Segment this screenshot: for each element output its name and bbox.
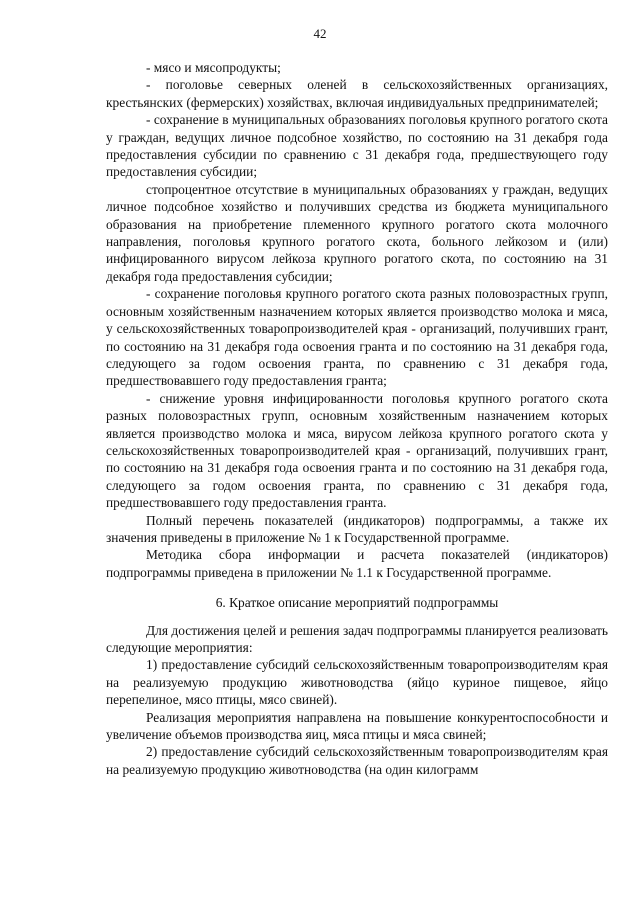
paragraph: 1) предоставление субсидий сельскохозяйственным товаропроизводителям края на реализуемую продукцию животноводства (яйцо куриное пищевое, яйцо перепелиное, мясо птицы, мясо свиней). [106,657,608,708]
paragraph: Для достижения целей и решения задач подпрограммы планируется реализовать следующие мероприятия: [106,622,608,655]
paragraph: - мясо и мясопродукты; [146,60,281,75]
document-body [106,59,608,778]
paragraph: Полный перечень показателей (индикаторов) подпрограммы, а также их значения приведены в приложение № 1 к Государственной программе. [106,512,608,545]
paragraph: Методика сбора информации и расчета показателей (индикаторов) подпрограммы приведена в приложении № 1.1 к Государственной программе. [106,547,608,580]
page-number: 42 [313,26,327,41]
paragraph: - сохранение поголовья крупного рогатого скота разных половозрастных групп, основным хозяйственным назначением которых является производство молока и мяса, у сельскохозяйственных товаропроизводителей края - организаций, получивших грант, по состоянию на 31 декабря года освоения гранта и по состоянию на 31 декабря года, следующего за годом освоения гранта, по сравнению с 31 декабря года, предшествовавшего году предоставления гранта; [106,286,608,389]
paragraph: стопроцентное отсутствие в муниципальных образованиях у граждан, ведущих личное подсобное хозяйство и получивших средства из бюджета муниципального образования на приобретение племенного крупного рогатого скота молочного направления, поголовья крупного рогатого скота, больного лейкозом и (или) инфицированного вирусом лейкоза крупного рогатого скота, по состоянию на 31 декабря года предоставления субсидии; [106,181,608,284]
paragraph: - сохранение в муниципальных образованиях поголовья крупного рогатого скота у граждан, ведущих личное подсобное хозяйство, по состоянию на 31 декабря года предоставления субсидии по сравнению с 31 декабря года, предшествующего году предоставления субсидии; [106,112,608,180]
paragraph: 2) предоставление субсидий сельскохозяйственным товаропроизводителям края на реализуемую продукцию животноводства (на один килограмм [106,744,608,777]
paragraph: - снижение уровня инфицированности поголовья крупного рогатого скота разных половозрастных групп, основным хозяйственным назначением которых является производство молока и мяса, вирусом лейкоза крупного рогатого скота у сельскохозяйственных товаропроизводителей края - организаций, получивших грант, по состоянию на 31 декабря года освоения гранта и по состоянию на 31 декабря года, следующего за годом освоения гранта, по сравнению с 31 декабря года, предшествовавшего году предоставления гранта. [106,390,608,511]
section-heading: 6. Краткое описание мероприятий подпрограммы [215,595,499,611]
paragraph: Реализация мероприятия направлена на повышение конкурентоспособности и увеличение объемов производства яиц, мяса птицы и мяса свиней; [106,709,608,743]
paragraph: - поголовье северных оленей в сельскохозяйственных организациях, крестьянских (фермерских) хозяйствах, включая индивидуальных предпринимателей; [106,77,608,110]
